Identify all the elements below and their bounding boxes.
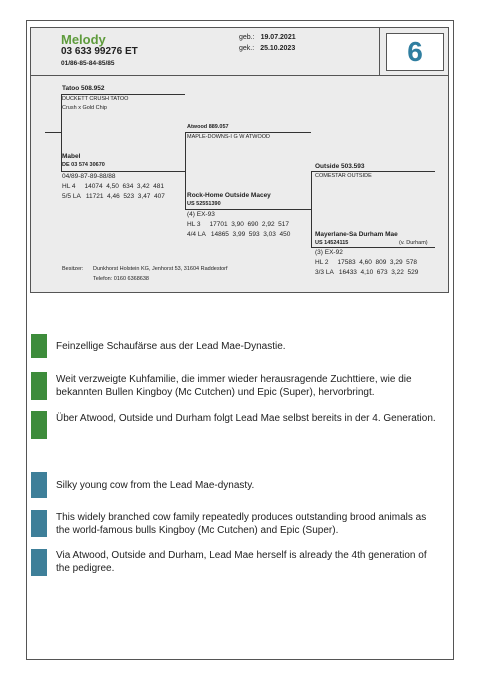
calving-date: 25.10.2023 <box>260 45 296 52</box>
pedigree-line <box>61 94 185 95</box>
outside-name: Outside 503.593 <box>315 163 365 170</box>
catalog-number: 6 <box>386 33 444 71</box>
macey-lactation-2: 4/4 LA 14865 3,99 593 3,03 450 <box>187 231 291 238</box>
macey-rating: (4) EX-93 <box>187 211 215 218</box>
macey-lactation-1: HL 3 17701 3,90 690 2,92 517 <box>187 221 290 228</box>
birth-date: 19.07.2021 <box>260 34 296 41</box>
tatoo-name: Tatoo 508.952 <box>62 85 105 92</box>
mabel-code: 04/89-87-89-88/88 <box>62 173 116 180</box>
pedigree-line <box>185 132 311 133</box>
description-en-2: This widely branched cow family repeatedly produces outstanding brood animals as the world-famous bulls Kingboy (Mc Cutchen) and Epic (Super). <box>56 512 427 536</box>
mayerlane-note: (v. Durham) <box>399 240 428 246</box>
bullet-marker <box>31 472 47 498</box>
pedigree-line <box>185 209 311 210</box>
cow-number: 03 633 99276 ET <box>61 46 138 57</box>
pedigree-card <box>30 27 449 293</box>
description-en-1: Silky young cow from the Lead Mae-dynasty. <box>56 480 255 491</box>
pedigree-line <box>311 171 312 247</box>
bullet-marker <box>31 411 47 439</box>
card-header <box>31 28 448 76</box>
header-info <box>31 28 380 75</box>
pedigree-line <box>311 171 435 172</box>
mayerlane-lactation-2: 3/3 LA 16433 4,10 673 3,22 529 <box>315 269 419 276</box>
description-de-2: Weit verzweigte Kuhfamilie, die immer wieder herausragende Zuchttiere, wie die bekannten Bullen Kingboy (Mc Cutchen) und Epic (Super), hervorbringt. <box>56 374 412 398</box>
birth-date-row <box>239 34 296 41</box>
tatoo-parents: Crush x Gold Chip <box>62 105 107 111</box>
mayerlane-id: US 14524115 <box>315 240 349 246</box>
tatoo-full-name: DUCKETT CRUSH TATOO <box>62 96 129 102</box>
mayerlane-lactation-1: HL 2 17583 4,60 809 3,29 578 <box>315 259 418 266</box>
mabel-id: DE 03 574 30670 <box>62 162 105 168</box>
cow-name: Melody <box>61 32 106 47</box>
mabel-lactation-2: 5/5 LA 11721 4,46 523 3,47 407 <box>62 193 165 200</box>
pedigree-line <box>61 171 185 172</box>
mayerlane-name: Mayerlane-Sa Durham Mae <box>315 231 398 238</box>
owner-phone: Telefon: 0160 6368638 <box>93 276 149 282</box>
birth-label: geb.: <box>239 34 255 41</box>
bullet-marker <box>31 372 47 400</box>
atwood-name: Atwood 889.057 <box>187 124 229 130</box>
bullet-marker <box>31 510 47 537</box>
mabel-name: Mabel <box>62 153 81 160</box>
pedigree-line <box>45 132 61 133</box>
outside-full-name: COMESTAR OUTSIDE <box>315 173 372 179</box>
cow-code: 01/86-85-84-85/85 <box>61 60 115 67</box>
owner-address: Dunkhorst Holstein KG, Jenhorst 53, 31604 Raddestorf <box>93 266 228 272</box>
mabel-lactation-1: HL 4 14074 4,50 634 3,42 481 <box>62 183 165 190</box>
description-de-1: Feinzellige Schaufärse aus der Lead Mae-Dynastie. <box>56 341 286 352</box>
macey-name: Rock-Home Outside Macey <box>187 192 271 199</box>
mayerlane-rating: (3) EX-92 <box>315 249 343 256</box>
pedigree-line <box>185 132 186 209</box>
calving-date-row <box>239 45 295 52</box>
description-de-3: Über Atwood, Outside und Durham folgt Lead Mae selbst bereits in der 4. Generation. <box>56 413 436 424</box>
calving-label: gek.: <box>239 45 255 52</box>
description-en-3: Via Atwood, Outside and Durham, Lead Mae herself is already the 4th generation of the pedigree. <box>56 550 427 574</box>
bullet-marker <box>31 549 47 576</box>
pedigree-line <box>311 247 435 248</box>
bullet-marker <box>31 334 47 358</box>
owner-label: Besitzer: <box>62 266 84 272</box>
macey-id: US 52551390 <box>187 201 221 207</box>
atwood-full-name: MAPLE-DOWNS-I G W ATWOOD <box>187 134 271 140</box>
